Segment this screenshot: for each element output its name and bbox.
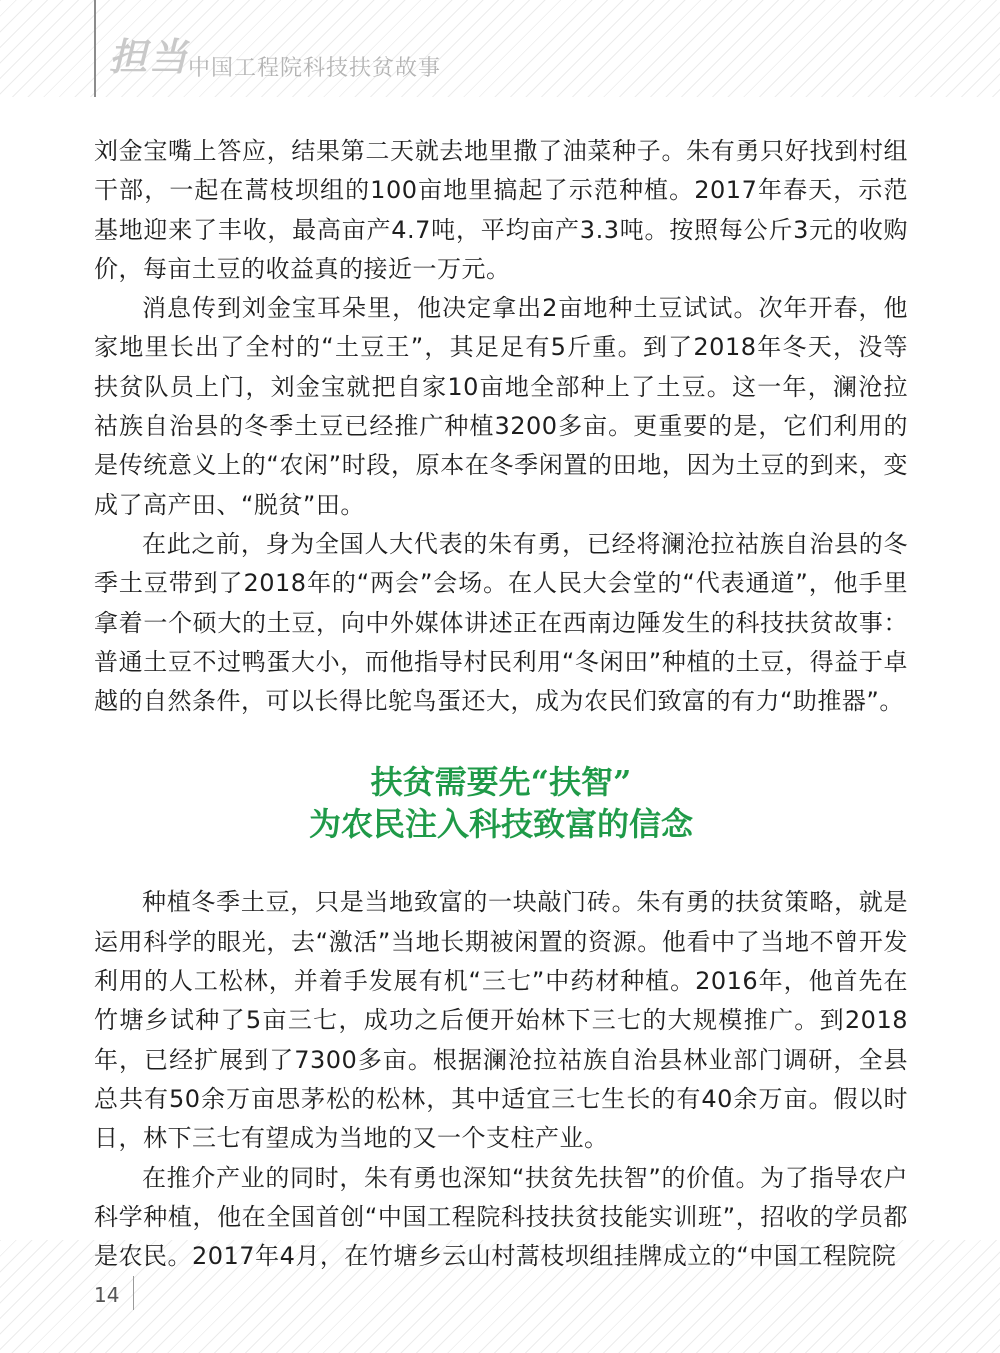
paragraph-4: 种植冬季土豆，只是当地致富的一块敲门砖。朱有勇的扶贫策略，就是运用科学的眼光，去“激活”当地长期被闲置的资源。他看中了当地不曾开发利用的人工松林，并着手发展有机“三七”中药材种植。2016年，他首先在竹塘乡试种了5亩三七，成功之后便开始林下三七的大规模推广。到2018年，已经扩展到了7300多亩。根据澜沧拉祜族自治县林业部门调研，全县总共有50余万亩思茅松的松林，其中适宜三七生长的有40余万亩。假以时日，林下三七有望成为当地的又一个支柱产业。 <box>94 888 908 1153</box>
section-heading-line-2: 为农民注入科技致富的信念 <box>308 805 693 844</box>
paragraph-1: 刘金宝嘴上答应，结果第二天就去地里撒了油菜种子。朱有勇只好找到村组干部，一起在蒿枝坝组的100亩地里搞起了示范种植。2017年春天，示范基地迎来了丰收，最高亩产4.7吨，平均亩产3.3吨。按照每公斤3元的收购价，每亩土豆的收益真的接近一万元。 <box>94 137 908 283</box>
paragraph-5: 在推介产业的同时，朱有勇也深知“扶贫先扶智”的价值。为了指导农户科学种植，他在全国首创“中国工程院科技扶贫技能实训班”，招收的学员都是农民。2017年4月，在竹塘乡云山村蒿枝坝组挂牌成立的“中国工程院院 <box>94 1163 908 1271</box>
book-subtitle: 中国工程院科技扶贫故事 <box>188 56 442 81</box>
book-logo: 担当 <box>109 34 190 79</box>
header-divider <box>94 0 96 97</box>
page-number: 14 <box>94 1283 120 1307</box>
section-heading-line-1: 扶贫需要先“扶智” <box>370 763 632 802</box>
paragraph-3: 在此之前，身为全国人大代表的朱有勇，已经将澜沧拉祜族自治县的冬季土豆带到了2018年的“两会”会场。在人民大会堂的“代表通道”，他手里拿着一个硕大的土豆，向中外媒体讲述正在西南边陲发生的科技扶贫故事：普通土豆不过鸭蛋大小，而他指导村民利用“冬闲田”种植的土豆，得益于卓越的自然条件，可以长得比鸵鸟蛋还大，成为农民们致富的有力“助推器”。 <box>94 529 908 716</box>
page-number-divider <box>133 1276 134 1310</box>
section-heading <box>94 761 908 845</box>
paragraph-2: 消息传到刘金宝耳朵里，他决定拿出2亩地种土豆试试。次年开春，他家地里长出了全村的“土豆王”，其足足有5斤重。到了2018年冬天，没等扶贫队员上门，刘金宝就把自家10亩地全部种上了土豆。这一年，澜沧拉祜族自治县的冬季土豆已经推广种植3200多亩。更重要的是，它们利用的是传统意义上的“农闲”时段，原本在冬季闲置的田地，因为土豆的到来，变成了高产田、“脱贫”田。 <box>94 294 908 519</box>
page-body <box>94 132 908 1276</box>
